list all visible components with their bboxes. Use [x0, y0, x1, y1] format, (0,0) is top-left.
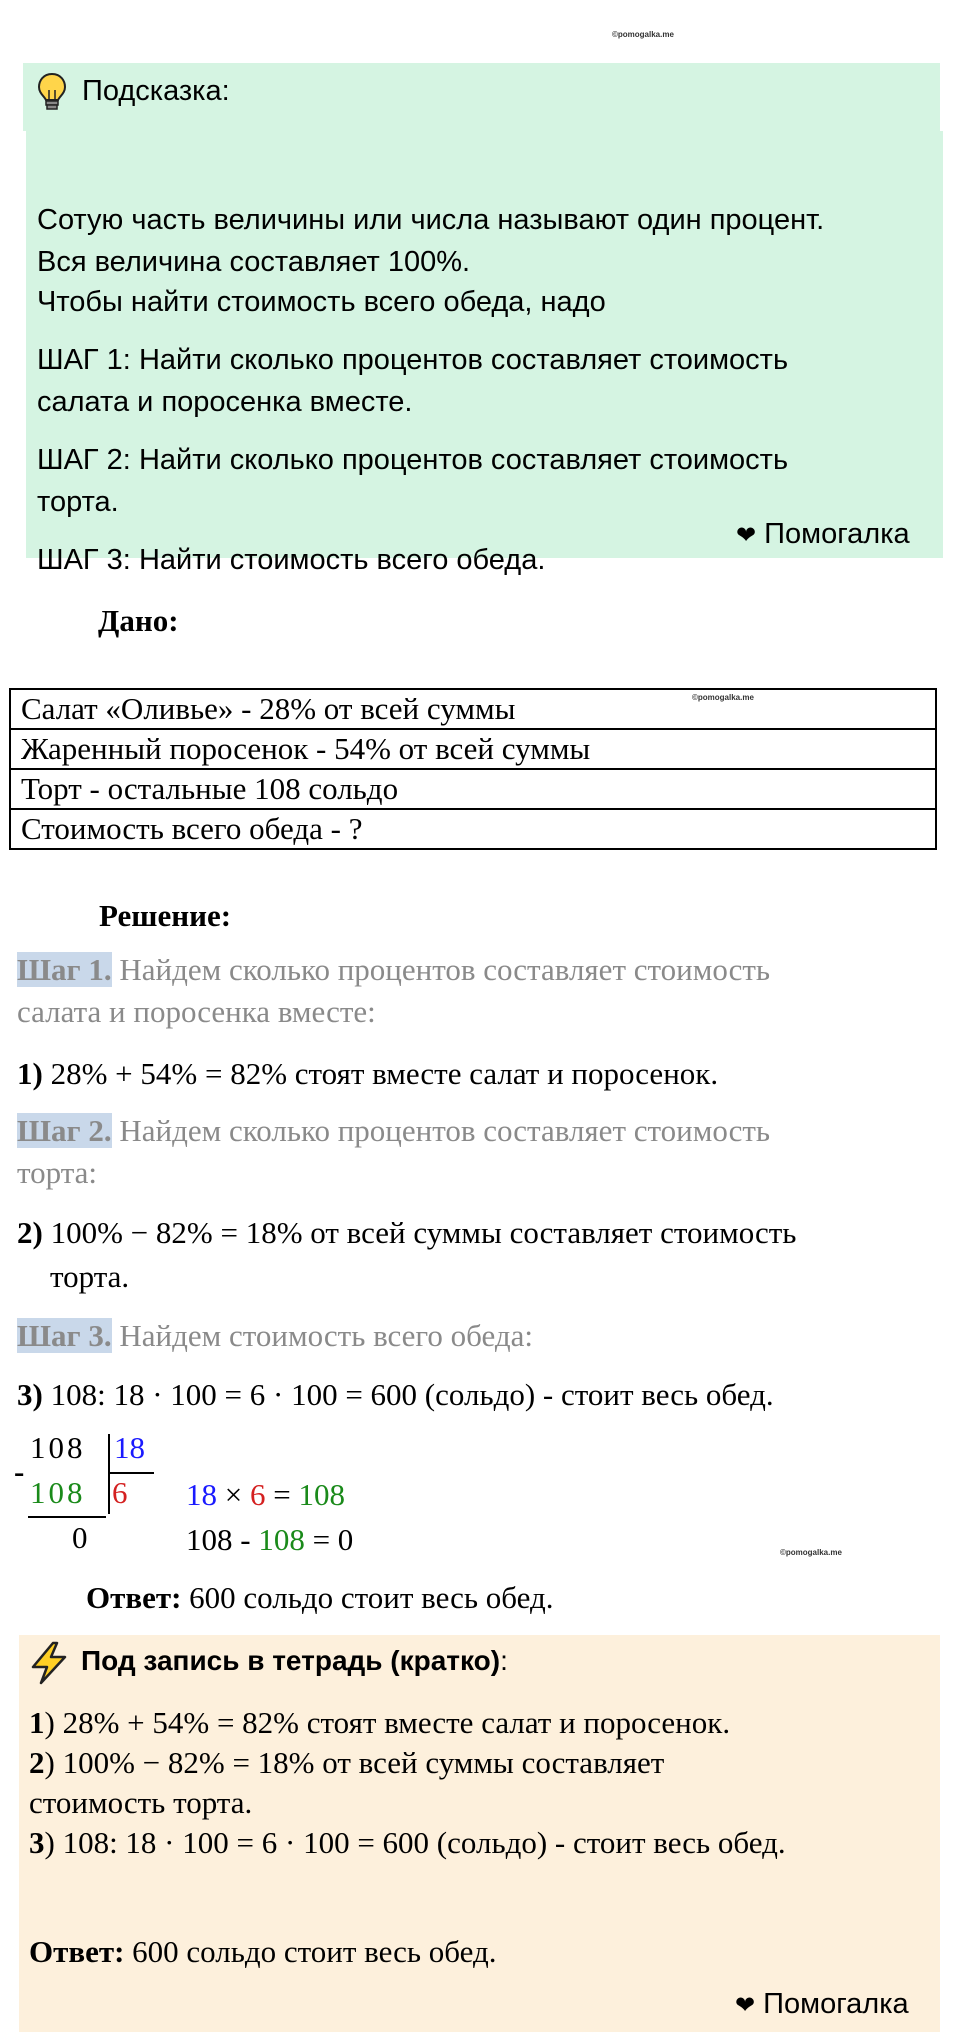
step-1-heading [17, 950, 770, 990]
step-label: ШАГ 2: [37, 444, 131, 476]
watermark: ©pomogalka.me [780, 1548, 842, 1557]
answer-text: 600 сольдо стоит весь обед. [132, 1934, 497, 1969]
heart-icon: ❤ [735, 1992, 756, 2019]
minus-sign: - [14, 1454, 25, 1489]
step-text: Найдем сколько процентов составляет стоимость [119, 952, 771, 987]
hint-line: Чтобы найти стоимость всего обеда, надо [37, 286, 606, 318]
step-text: Найти сколько процентов составляет стоимость [138, 344, 789, 376]
dividend: 108 [30, 1430, 86, 1465]
check-result: 108 [298, 1477, 345, 1512]
table-cell: Жаренный поросенок - 54% от всей суммы [10, 729, 936, 769]
notebook-item [29, 1783, 252, 1823]
answer [86, 1578, 554, 1618]
equals-sign: = [273, 1477, 291, 1512]
item-number: 2 [29, 1745, 45, 1780]
given-title: Дано: [98, 603, 179, 638]
step-label: Шаг 3. [17, 1318, 112, 1353]
hint-line: Сотую часть величины или числа называют один процент. [37, 204, 825, 236]
calc-3 [17, 1375, 774, 1415]
hint-brand [736, 518, 910, 551]
brand-name: Помогалка [764, 518, 910, 550]
hint-step-2-cont: торта. [37, 486, 119, 518]
step-text: Найти сколько процентов составляет стоимость [138, 444, 789, 476]
hint-step-3 [37, 540, 545, 580]
lightning-icon [29, 1641, 69, 1690]
hint-body [23, 131, 943, 576]
calc-1 [17, 1054, 718, 1094]
answer-label: Ответ: [29, 1934, 125, 1969]
check-multiplication [186, 1475, 345, 1515]
heart-icon: ❤ [736, 522, 757, 549]
calc-text: 100% − 82% = 18% от всей суммы составляет стоимость [50, 1215, 797, 1250]
step-text: Найдем стоимость всего обеда: [119, 1318, 533, 1353]
step-label: Шаг 1. [17, 952, 112, 987]
sub-result: = 0 [312, 1522, 354, 1557]
answer-label: Ответ: [86, 1580, 182, 1615]
lightbulb-icon [37, 72, 67, 117]
notebook-box [19, 1635, 940, 2032]
notebook-item [29, 1823, 786, 1863]
item-number: 1 [29, 1705, 45, 1740]
subtraction-line [28, 1516, 106, 1518]
quotient: 6 [112, 1475, 128, 1510]
step-label: ШАГ 3: [37, 544, 131, 576]
division-bar [108, 1434, 110, 1514]
hint-step-1-cont: салата и поросенка вместе. [37, 386, 413, 418]
hint-step-2 [37, 440, 788, 480]
sub-a: 108 [186, 1522, 233, 1557]
table-cell: Стоимость всего обеда - ? [10, 809, 936, 849]
check-subtraction [186, 1520, 353, 1560]
given-table [9, 688, 937, 850]
step-2-heading [17, 1111, 770, 1151]
step-label: ШАГ 1: [37, 344, 131, 376]
step-2-heading-cont: торта: [17, 1155, 98, 1190]
step-1-heading-cont: салата и поросенка вместе: [17, 994, 376, 1029]
calc-text: 108: 18 · 100 = 6 · 100 = 600 (сольдо) - стоит весь обед. [50, 1377, 774, 1412]
item-text: ) 100% − 82% = 18% от всей суммы составляет [44, 1745, 665, 1780]
notebook-item [29, 1703, 730, 1743]
divisor: 18 [114, 1430, 145, 1465]
remainder: 0 [72, 1520, 88, 1555]
watermark: ©pomogalka.me [612, 30, 674, 39]
calc-number: 1) [17, 1056, 43, 1091]
solution-title: Решение: [99, 898, 232, 933]
sub-minus: - [240, 1522, 251, 1557]
calc-number: 3) [17, 1377, 43, 1412]
calc-number: 2) [17, 1215, 43, 1250]
table-row [10, 769, 936, 809]
notebook-title-text: Под запись в тетрадь (кратко) [81, 1645, 501, 1676]
step-text: Найдем сколько процентов составляет стоимость [119, 1113, 771, 1148]
sub-b: 108 [258, 1522, 305, 1557]
step-3-heading [17, 1316, 533, 1356]
notebook-item [29, 1743, 664, 1783]
check-b: 6 [249, 1477, 266, 1512]
subtrahend: 108 [30, 1475, 86, 1510]
notebook-answer [29, 1932, 497, 1972]
table-cell: Торт - остальные 108 сольдо [10, 769, 936, 809]
times-sign: × [224, 1477, 243, 1512]
table-cell: Салат «Оливье» - 28% от всей суммы [10, 689, 936, 729]
table-row [10, 689, 936, 729]
hint-title: Подсказка: [82, 75, 230, 107]
table-row [10, 729, 936, 769]
notebook-title-colon: : [500, 1645, 508, 1676]
division-line [108, 1472, 154, 1474]
calc-text: 28% + 54% = 82% стоят вместе салат и поросенок. [50, 1056, 719, 1091]
item-text: стоимость торта. [29, 1785, 253, 1820]
step-label: Шаг 2. [17, 1113, 112, 1148]
hint-box [23, 63, 940, 576]
hint-step-1 [37, 340, 788, 380]
hint-line: Вся величина составляет 100%. [37, 246, 471, 278]
hint-header [23, 63, 940, 131]
watermark: ©pomogalka.me [692, 693, 754, 702]
answer-text: 600 сольдо стоит весь обед. [189, 1580, 554, 1615]
item-number: 3 [29, 1825, 45, 1860]
item-text: ) 108: 18 · 100 = 6 · 100 = 600 (сольдо) - стоит весь обед. [44, 1825, 786, 1860]
notebook-title [81, 1645, 508, 1677]
notebook-brand [735, 1988, 909, 2021]
calc-2-cont: торта. [50, 1259, 130, 1294]
brand-name: Помогалка [763, 1988, 909, 2020]
step-text: Найти стоимость всего обеда. [138, 544, 546, 576]
table-row [10, 809, 936, 849]
calc-2 [17, 1213, 796, 1253]
check-a: 18 [186, 1477, 217, 1512]
item-text: ) 28% + 54% = 82% стоят вместе салат и поросенок. [44, 1705, 731, 1740]
